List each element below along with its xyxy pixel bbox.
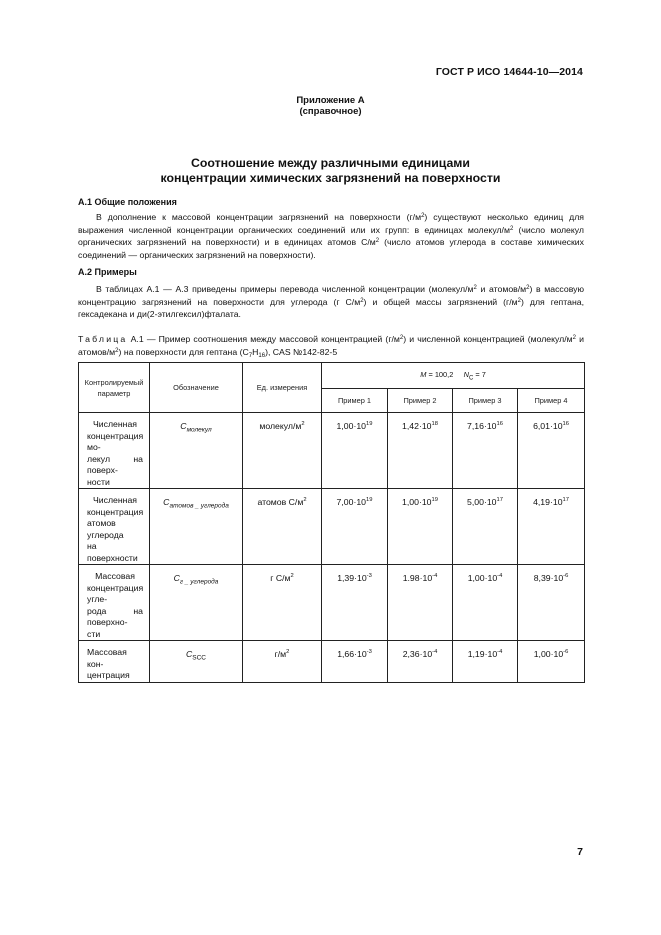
table-caption: Таблица А.1 — Пример соотношения между массовой концентрацией $(г/м^2)$ и численной концентрацией ($молекул/м^2$ и атомов/$м^2$) на поверхности для гептана $(C_7H_{16})$, CAS №142-82-5 (78, 334, 584, 359)
value-cell: $4,19\cdot 10^{17}$ (518, 489, 585, 565)
row-symbol: $C_{атомов \_ углерода}$ (150, 489, 243, 565)
row-parameter: Численная концентрация мо- лекул на поверх- ности (79, 413, 150, 489)
value-cell: $5,00\cdot 10^{17}$ (453, 489, 518, 565)
table-row (79, 489, 585, 565)
value-cell: $1,00\cdot 10^{19}$ (322, 413, 388, 489)
paragraph-general: В дополнение к массовой концентрации загрязнений на поверхности $(г/м^2)$ существуют несколько единиц для выражения численной концентрации органических соединений или их групп: в единицах молекул/$м^2$ (число молекул органических загрязнений на поверхности) и в единицах атомов $С/м^2$ (число атомов углерода в составе химических соединений — органических загрязнений на поверхности). (78, 212, 584, 260)
row-symbol: $C_{молекул}$ (150, 413, 243, 489)
table-row (79, 641, 585, 683)
header-example-4: Пример 4 (518, 389, 585, 413)
document-id: ГОСТ Р ИСО 14644-10—2014 (435, 66, 583, 78)
value-cell: $6,01\cdot 10^{16}$ (518, 413, 585, 489)
value-cell: $2,36\cdot 10^{-4}$ (388, 641, 453, 683)
header-example-1: Пример 1 (322, 389, 388, 413)
table-row (79, 565, 585, 641)
value-cell: $1,39\cdot 10^{-3}$ (322, 565, 388, 641)
value-cell: $1.98\cdot 10^{-4}$ (388, 565, 453, 641)
annex-status: (справочное) (299, 106, 362, 117)
table-row (79, 413, 585, 489)
row-parameter: Массовая кон- центрация (79, 641, 150, 683)
row-unit: г $С/м^2$ (243, 565, 322, 641)
row-unit: молекул/$м^2$ (243, 413, 322, 489)
row-unit: атомов $С/м^2$ (243, 489, 322, 565)
page-number: 7 (577, 846, 583, 858)
section-heading-general: А.1 Общие положения (78, 197, 177, 207)
annex-heading-line-1: Соотношение между различными единицами (191, 156, 470, 170)
value-cell: $1,00\cdot 10^{19}$ (388, 489, 453, 565)
conversion-table (78, 362, 585, 683)
header-unit: Ед. измерения (243, 363, 322, 413)
value-cell: $8,39\cdot 10^{-6}$ (518, 565, 585, 641)
section-heading-examples: А.2 Примеры (78, 267, 137, 277)
paragraph-examples: В таблицах А.1 — А.3 приведены примеры перевода численной концентрации ($молекул/м^2$ и атомов/$м^2$) в массовую концентрацию загрязнений на поверхности для углерода (г $С/м^2$) и общей массы загрязнений $(г/м^2)$ для гептана, гексадекана и ди(2-этилгексил)фталата. (78, 284, 584, 319)
row-symbol: $C_{SCC}$ (150, 641, 243, 683)
row-symbol: $C_{г \_ углерода}$ (150, 565, 243, 641)
value-cell: $7,00\cdot 10^{19}$ (322, 489, 388, 565)
row-parameter: Массовая концентрация угле- рода на поверхно- сти (79, 565, 150, 641)
header-example-3: Пример 3 (453, 389, 518, 413)
value-cell: $1,19\cdot 10^{-4}$ (453, 641, 518, 683)
value-cell: $1,42\cdot 10^{18}$ (388, 413, 453, 489)
header-parameter: Контролируемый параметр (79, 363, 150, 413)
value-cell: $1,00\cdot 10^{-4}$ (453, 565, 518, 641)
header-example-2: Пример 2 (388, 389, 453, 413)
value-cell: $1,66\cdot 10^{-3}$ (322, 641, 388, 683)
value-cell: $7,16\cdot 10^{16}$ (453, 413, 518, 489)
value-cell: $1,00\cdot 10^{-6}$ (518, 641, 585, 683)
header-symbol: Обозначение (150, 363, 243, 413)
row-unit: $г/м^2$ (243, 641, 322, 683)
row-parameter: Численная концентрация атомов углерода на поверхности (79, 489, 150, 565)
annex-heading-line-2: концентрации химических загрязнений на поверхности (160, 171, 501, 185)
annex-title: Приложение А (296, 95, 365, 106)
header-constants: M = 100,2 $N_C = 7$ (322, 363, 585, 389)
